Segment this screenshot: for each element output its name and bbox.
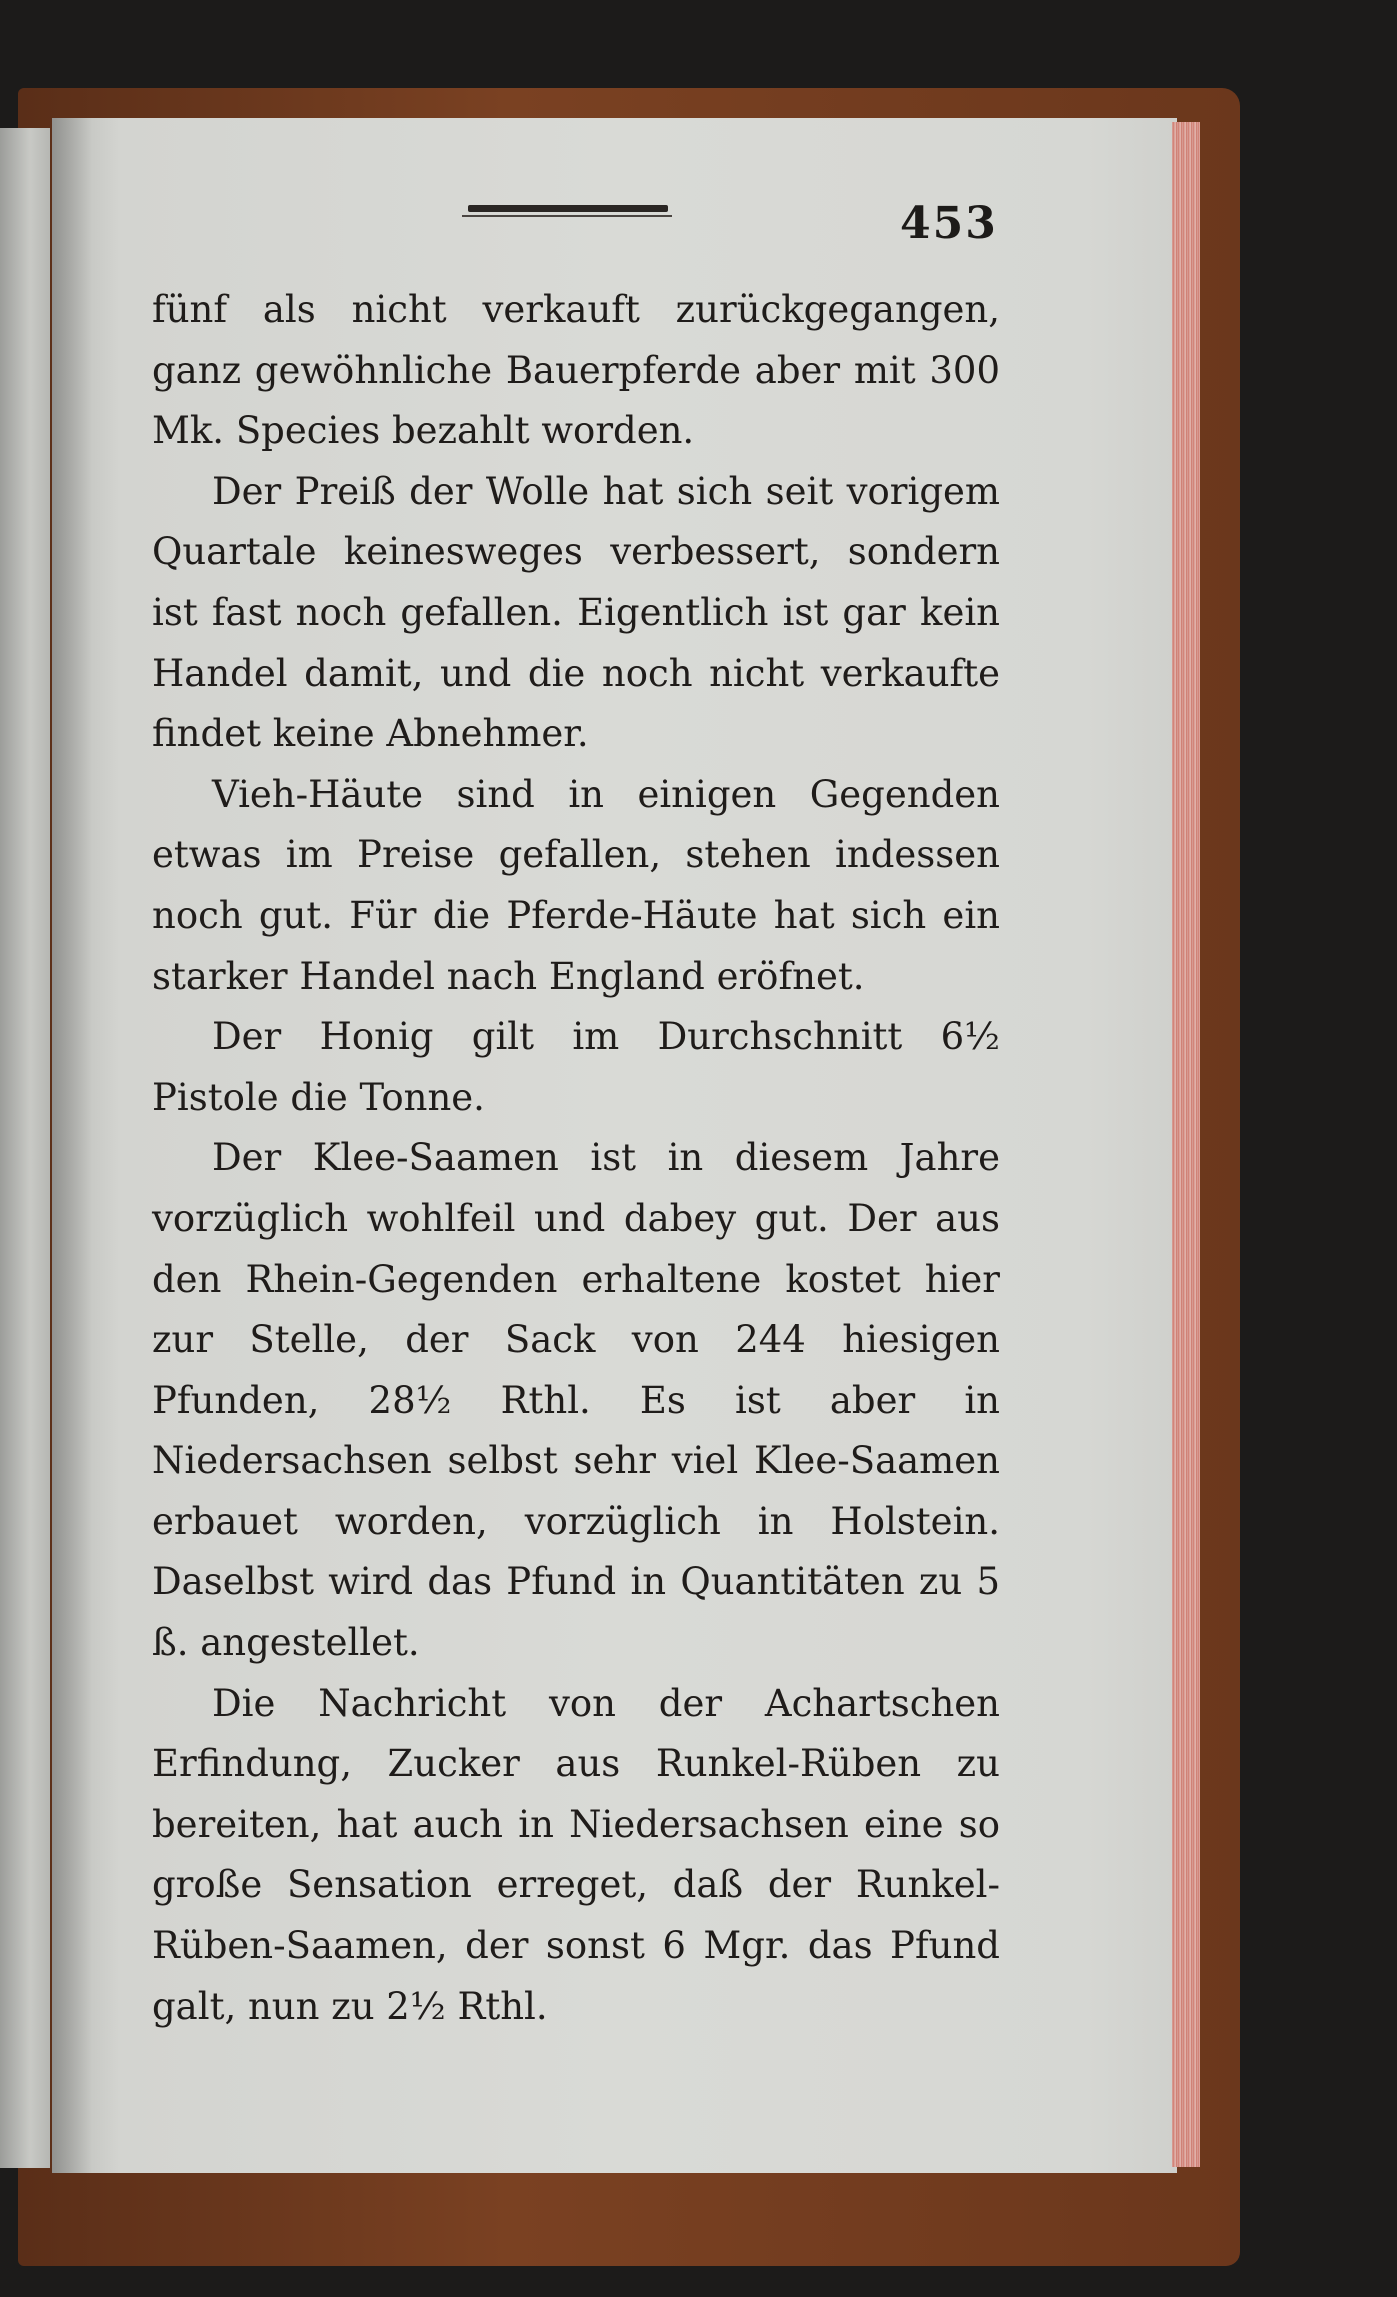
paragraph-2: Der Preiß der Wolle hat sich seit vorigem Quartale keinesweges verbessert, sondern ist fast noch gefallen. Eigentlich ist gar kein Handel damit, und die noch nicht verkaufte findet keine Abnehmer. [152, 469, 1000, 756]
header-rule [468, 205, 668, 212]
page-number: 453 [900, 198, 998, 249]
facing-page-edge [0, 128, 50, 2168]
paragraph-3: Vieh-Häute sind in einigen Gegenden etwas im Preise gefallen, stehen indessen noch gut. Für die Pferde-Häute hat sich ein starker Handel nach England eröfnet. [152, 772, 1000, 998]
page-stack-edge [1172, 122, 1200, 2167]
header-rule-thin [462, 215, 672, 217]
paragraph-6: Die Nachricht von der Achartschen Erfindung, Zucker aus Runkel-Rüben zu bereiten, hat auch in Niedersachsen eine so große Sensation erreget, daß der Runkel-Rüben-Saamen, der sonst 6 Mgr. das Pfund galt, nun zu 2½ Rthl. [152, 1681, 1000, 2028]
page-gutter-shadow [52, 118, 92, 2173]
paragraph-4: Der Honig gilt im Durchschnitt 6½ Pistole die Tonne. [152, 1015, 1000, 1119]
paragraph-5: Der Klee-Saamen ist in diesem Jahre vorzüglich wohlfeil und dabey gut. Der aus den Rhein-Gegenden erhaltene kostet hier zur Stelle, der Sack von 244 hiesigen Pfunden, 28½ Rthl. Es ist aber in Niedersachsen selbst sehr viel Klee-Saamen erbauet worden, vorzüglich in Holstein. Daselbst wird das Pfund in Quantitäten zu 5 ß. angestellet. [152, 1136, 1000, 1665]
paragraph-1: fünf als nicht verkauft zurückgegangen, ganz gewöhnliche Bauerpferde aber mit 300 Mk. Species bezahlt worden. [152, 288, 1000, 453]
body-text [152, 280, 1000, 2037]
